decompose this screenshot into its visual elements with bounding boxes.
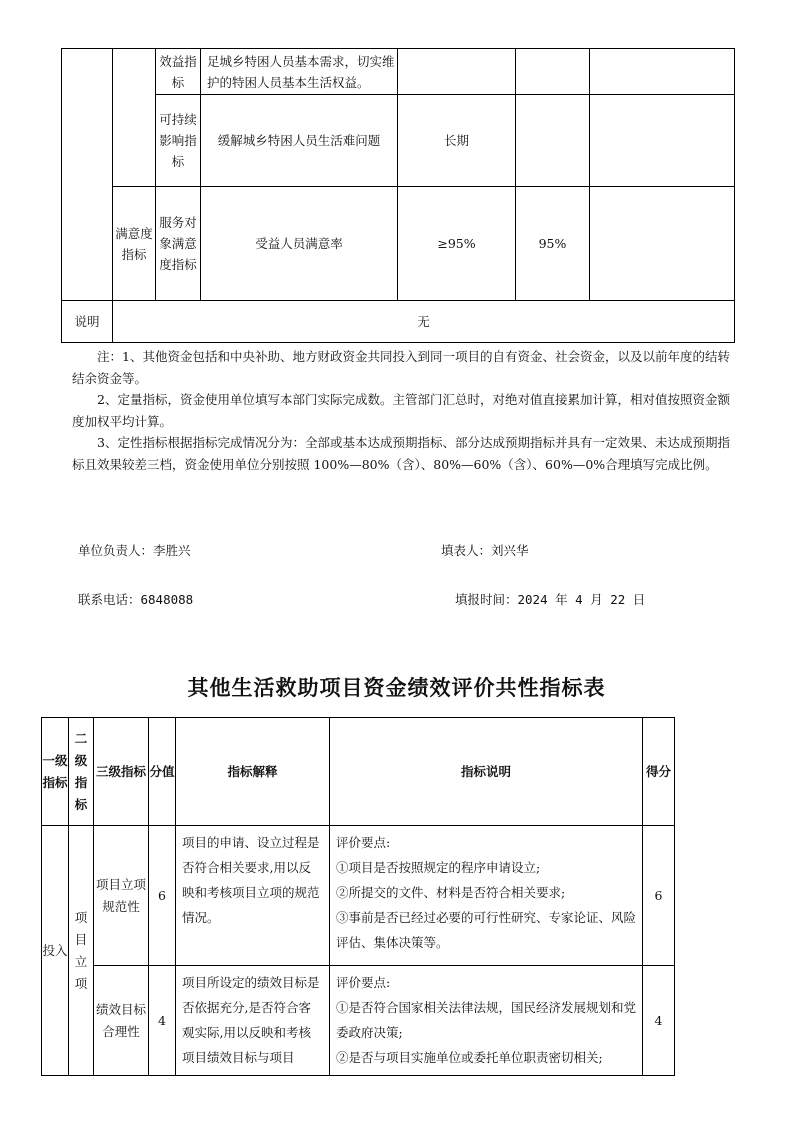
explain-cell: 项目所设定的绩效目标是否依据充分,是否符合客观实际,用以反映和考核项目绩效目标与项目 [176,966,330,1076]
desc-line: ①项目是否按照规定的程序申请设立; [336,860,541,875]
level2-cell: 项目立项 [69,826,94,1076]
note-2: 2、定量指标，资金使用单位填写本部门实际完成数。主管部门汇总时，对绝对值直接累加计算，相对值按照资金额度加权平均计算。 [72,392,730,429]
got-cell: 4 [643,966,675,1076]
performance-target-table [61,48,735,343]
note-3: 3、定性指标根据指标完成情况分为：全部或基本达成预期指标、部分达成预期指标并具有一定效果、未达成预期指标且效果较差三档，资金使用单位分别按照 100%—80%（含）、80%—60%（含）、60%—0%合理填写完成比例。 [72,435,730,472]
actual-value: 95% [516,187,590,301]
note-1: 注：1、其他资金包括和中央补助、地方财政资金共同投入到同一项目的自有资金、社会资金，以及以前年度的结转结余资金等。 [72,349,730,386]
desc-cell [330,966,643,1076]
header-score: 分值 [149,718,176,826]
header-level2: 二级指标 [69,718,94,826]
desc-line: ②是否与项目实施单位或委托单位职责密切相关; [336,1050,603,1065]
table-header-row [42,718,675,826]
unit-head: 单位负责人：李胜兴 [78,543,191,558]
note-cell [590,187,735,301]
desc-line: 评价要点: [336,975,391,990]
table-row [62,49,735,95]
remark-label: 说明 [62,301,113,343]
evaluation-table [41,717,675,1076]
desc-cell [330,826,643,966]
score-cell: 6 [149,826,176,966]
table-row [62,95,735,187]
desc-line: 评价要点: [336,835,391,850]
target-value: 长期 [398,95,516,187]
level3-cell: 绩效目标合理性 [94,966,149,1076]
level2-cell: 满意度指标 [113,187,156,301]
note-cell [590,95,735,187]
fill-date: 填报时间：2024 年 4 月 22 日 [455,592,646,607]
got-cell: 6 [643,826,675,966]
level1-cell [62,49,113,301]
table-row [42,826,675,966]
indicator-content: 缓解城乡特困人员生活难问题 [201,95,398,187]
level3-cell: 服务对象满意度指标 [156,187,201,301]
level3-cell: 可持续影响指标 [156,95,201,187]
level1-cell: 投入 [42,826,69,1076]
table-row [42,966,675,1076]
page-title: 其他生活救助项目资金绩效评价共性指标表 [187,675,606,700]
remark-value: 无 [113,301,735,343]
actual-value [516,49,590,95]
notes-block [72,346,734,475]
level3-cell: 项目立项规范性 [94,826,149,966]
header-explain: 指标解释 [176,718,330,826]
table-row [62,187,735,301]
desc-line: ②所提交的文件、材料是否符合相关要求; [336,885,566,900]
indicator-content: 受益人员满意率 [201,187,398,301]
actual-value [516,95,590,187]
contact-phone: 联系电话：6848088 [78,592,194,607]
desc-line: ③事前是否已经过必要的可行性研究、专家论证、风险评估、集体决策等。 [336,910,637,950]
target-value [398,49,516,95]
filler: 填表人：刘兴华 [441,543,529,558]
target-value: ≥95% [398,187,516,301]
indicator-content: 足城乡特困人员基本需求，切实维护的特困人员基本生活权益。 [201,49,398,95]
desc-line: ①是否符合国家相关法律法规，国民经济发展规划和党委政府决策; [336,1000,637,1040]
header-level1: 一级指标 [42,718,69,826]
score-cell: 4 [149,966,176,1076]
explain-cell: 项目的申请、设立过程是否符合相关要求,用以反映和考核项目立项的规范情况。 [176,826,330,966]
header-desc: 指标说明 [330,718,643,826]
level2-cell [113,49,156,187]
header-level3: 三级指标 [94,718,149,826]
note-cell [590,49,735,95]
header-got: 得分 [643,718,675,826]
level3-cell: 效益指标 [156,49,201,95]
table-row [62,301,735,343]
